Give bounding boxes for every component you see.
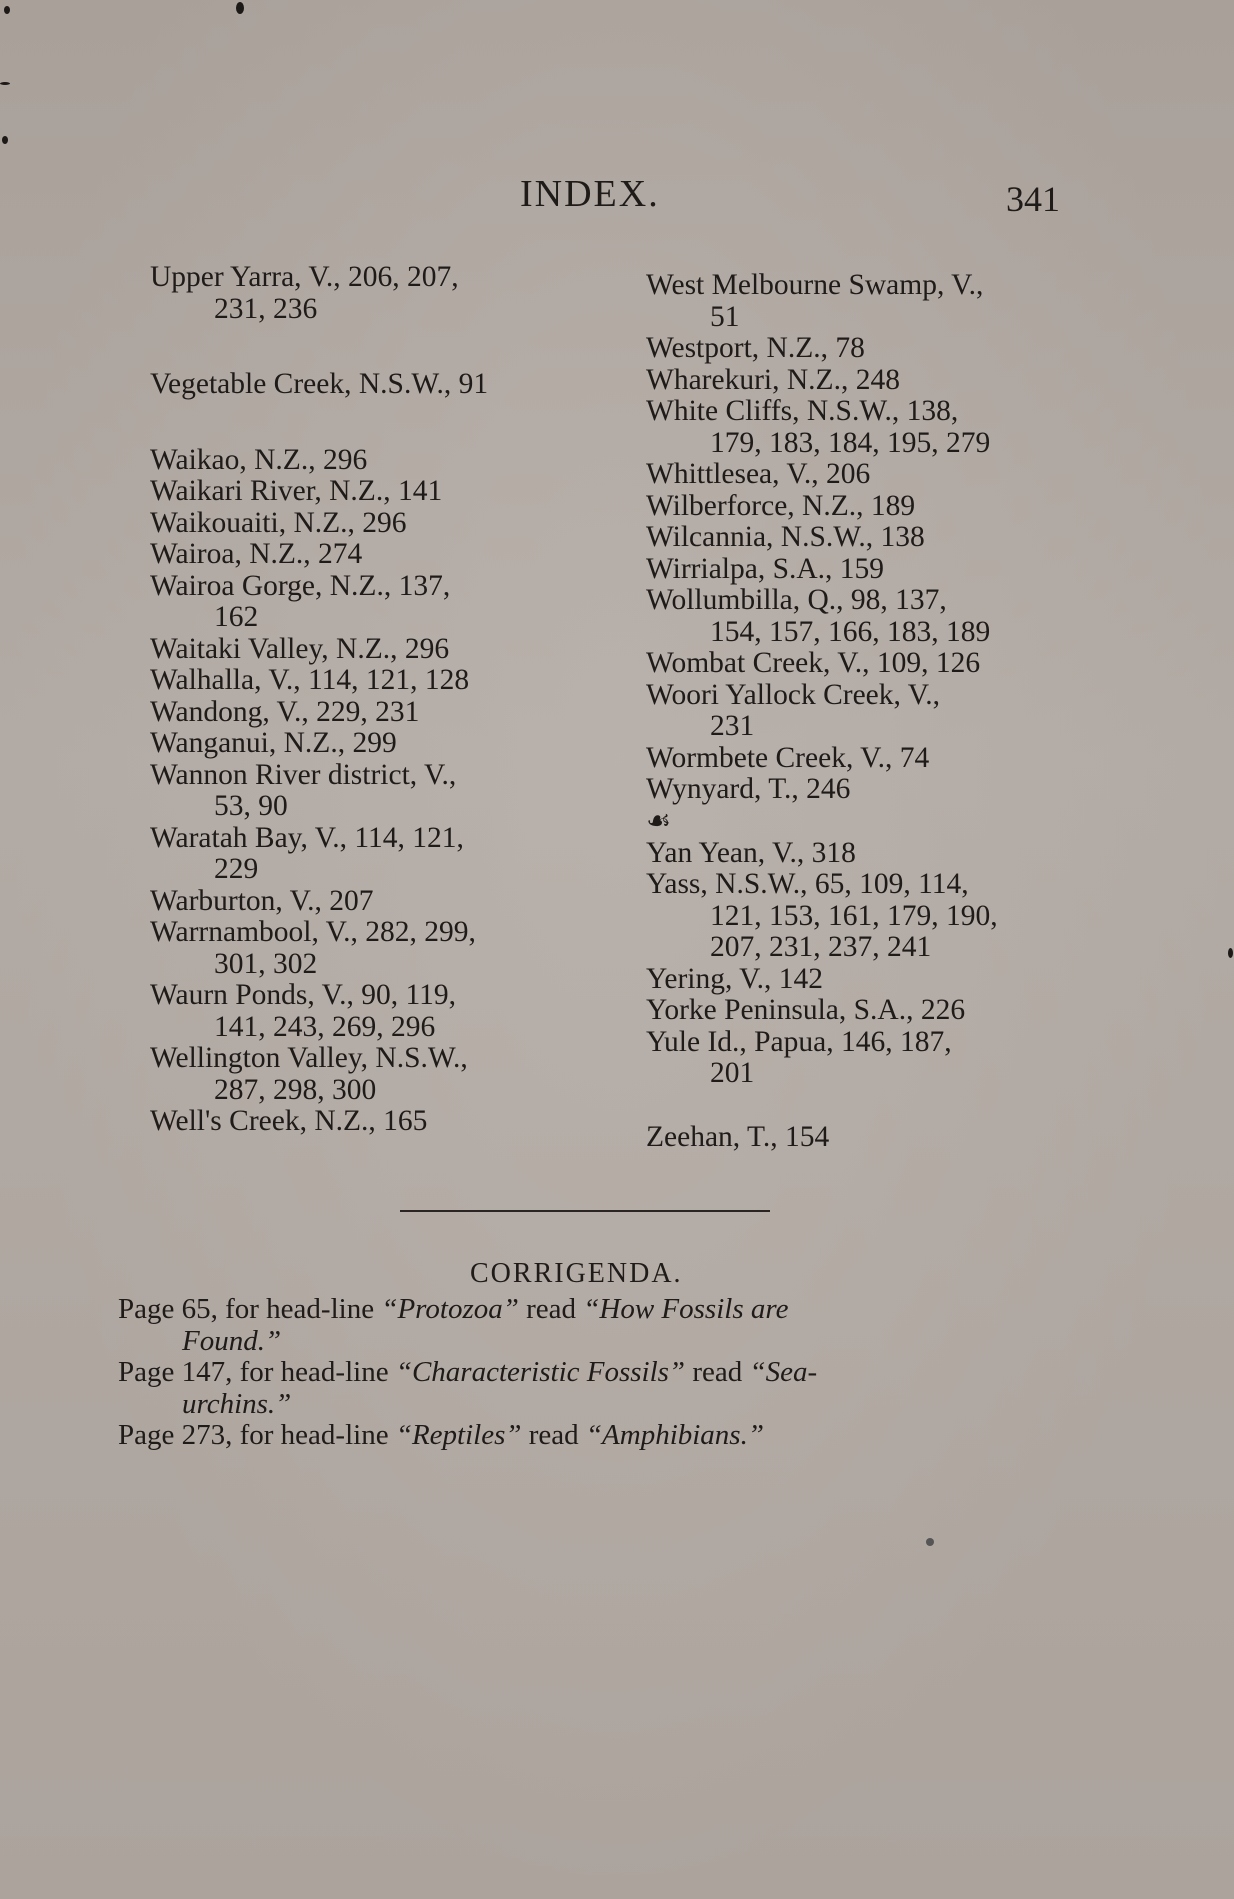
entry-text: Well's Creek, N.Z., 165 [150, 1105, 428, 1137]
entry-continuation: 121, 153, 161, 179, 190, [710, 899, 998, 932]
ink-speck [2, 136, 8, 144]
index-entry [150, 634, 590, 666]
entry-text: Waitaki Valley, N.Z., 296 [150, 632, 450, 665]
entry-text: Whittlesea, V., 206 [646, 458, 871, 490]
index-entry [150, 1106, 590, 1138]
corrigenda-prefix: Page 65, for head-line [118, 1293, 382, 1325]
corrigenda-old-heading: “Protozoa” [381, 1293, 519, 1325]
index-entry [646, 365, 1076, 397]
entry-text: Waikouaiti, N.Z., 296 [150, 506, 407, 539]
corrigenda-read: read [518, 1293, 584, 1325]
corrigenda-new-heading-cont: urchins.” [182, 1387, 292, 1420]
index-entry [646, 459, 1076, 491]
index-entry [150, 476, 590, 508]
index-entry [646, 995, 1076, 1027]
corrigenda-item [118, 1294, 1058, 1357]
index-entry [646, 648, 1076, 680]
ink-speck [4, 6, 10, 14]
page-header [0, 172, 1234, 222]
corrigenda-new-heading: “How Fossils are [583, 1293, 789, 1325]
entry-text: Zeehan, T., 154 [646, 1120, 830, 1153]
index-entry [150, 665, 590, 697]
entry-continuation: 231 [710, 710, 755, 742]
index-entry [150, 697, 590, 729]
entry-continuation: 162 [214, 601, 259, 633]
index-entry [150, 886, 590, 918]
page-number: 341 [1006, 179, 1060, 219]
entry-continuation: 287, 298, 300 [214, 1073, 377, 1106]
index-entry [646, 964, 1076, 996]
corrigenda-old-heading: “Reptiles” [395, 1419, 522, 1451]
corrigenda-prefix: Page 273, for head-line [118, 1419, 396, 1451]
entry-continuation: 53, 90 [214, 790, 288, 822]
entry-text: Warrnambool, V., 282, 299, [150, 916, 476, 948]
index-entry [150, 760, 590, 823]
ink-speck [926, 1538, 934, 1546]
entry-text: Yering, V., 142 [646, 962, 824, 995]
section-divider [400, 1210, 770, 1212]
corrigenda-new-heading-cont: Found.” [182, 1324, 282, 1357]
entry-continuation: 207, 231, 237, 241 [710, 931, 932, 963]
index-entry [646, 585, 1076, 648]
corrigenda-read: read [685, 1356, 750, 1388]
entry-text: Waikao, N.Z., 296 [150, 443, 368, 476]
entry-continuation: 201 [710, 1057, 755, 1089]
page-title: INDEX. [520, 173, 660, 215]
entry-text: Wilcannia, N.S.W., 138 [646, 521, 925, 553]
printers-ornament-icon: ☙ [646, 805, 672, 837]
entry-text: Wairoa Gorge, N.Z., 137, [150, 569, 451, 602]
index-entry [646, 333, 1076, 365]
index-entry [646, 1122, 1076, 1154]
corrigenda-new-heading: “Sea- [749, 1356, 818, 1388]
entry-text: Warburton, V., 207 [150, 884, 374, 917]
entry-text: Wellington Valley, N.S.W., [150, 1042, 468, 1074]
entry-text: Yan Yean, V., 318 [646, 836, 856, 869]
corrigenda-item [118, 1420, 1058, 1452]
entry-text: Wollumbilla, Q., 98, 137, [646, 584, 947, 616]
entry-text: Upper Yarra, V., 206, 207, [150, 261, 459, 293]
entry-text: Wanganui, N.Z., 299 [150, 727, 397, 759]
index-entry [150, 917, 590, 980]
corrigenda-title: CORRIGENDA. [470, 1258, 683, 1289]
corrigenda-prefix: Page 147, for head-line [118, 1356, 396, 1388]
entry-text: Woori Yallock Creek, V., [646, 678, 940, 711]
entry-text: Wandong, V., 229, 231 [150, 695, 420, 728]
entry-text: Westport, N.Z., 78 [646, 332, 865, 364]
entry-text: Wilberforce, N.Z., 189 [646, 489, 916, 522]
ink-speck [1228, 948, 1233, 958]
corrigenda-old-heading: “Characteristic Fossils” [395, 1356, 686, 1388]
entry-text: Wombat Creek, V., 109, 126 [646, 647, 981, 679]
entry-text: Wairoa, N.Z., 274 [150, 538, 363, 570]
entry-continuation: 154, 157, 166, 183, 189 [710, 615, 991, 648]
entry-text: Yule Id., Papua, 146, 187, [646, 1025, 952, 1058]
index-entry [646, 869, 1076, 964]
entry-text: Wirrialpa, S.A., 159 [646, 552, 885, 585]
index-entry [150, 369, 590, 401]
index-entry [646, 554, 1076, 586]
entry-text: Waurn Ponds, V., 90, 119, [150, 979, 457, 1011]
index-entry [150, 571, 590, 634]
letter-gap [150, 401, 590, 445]
entry-text: Waikari River, N.Z., 141 [150, 475, 443, 507]
entry-continuation: 51 [710, 300, 740, 333]
index-entry [150, 508, 590, 540]
index-entry [150, 445, 590, 477]
entry-text: West Melbourne Swamp, V., [646, 269, 984, 301]
index-entry [150, 980, 590, 1043]
index-entry [150, 539, 590, 571]
entry-text: Wynyard, T., 246 [646, 773, 851, 805]
entry-continuation: 231, 236 [214, 292, 318, 325]
entry-continuation: 301, 302 [214, 947, 318, 980]
index-entry [646, 838, 1076, 870]
index-entry [150, 728, 590, 760]
entry-text: Wormbete Creek, V., 74 [646, 741, 930, 774]
index-entry [646, 743, 1076, 775]
index-entry [150, 1043, 590, 1106]
entry-continuation: 229 [214, 853, 259, 885]
entry-text: White Cliffs, N.S.W., 138, [646, 395, 959, 427]
index-entry [150, 262, 590, 325]
index-entry [646, 270, 1076, 333]
index-entry [646, 1027, 1076, 1090]
entry-text: Yass, N.S.W., 65, 109, 114, [646, 868, 969, 900]
index-entry [646, 522, 1076, 554]
corrigenda-read: read [521, 1419, 586, 1451]
index-entry [646, 396, 1076, 459]
index-entry [646, 491, 1076, 523]
index-column-left [150, 262, 590, 1138]
ink-speck [0, 82, 10, 85]
index-column-right [646, 270, 1076, 1153]
entry-text: Yorke Peninsula, S.A., 226 [646, 994, 966, 1026]
ink-speck [236, 2, 244, 14]
entry-text: Walhalla, V., 114, 121, 128 [150, 664, 470, 696]
index-entry [646, 680, 1076, 743]
entry-continuation: 179, 183, 184, 195, 279 [710, 426, 991, 459]
letter-gap [150, 325, 590, 369]
entry-text: Wannon River district, V., [150, 758, 457, 791]
entry-text: Wharekuri, N.Z., 248 [646, 363, 900, 396]
entry-text: Waratah Bay, V., 114, 121, [150, 821, 464, 854]
index-entry [150, 823, 590, 886]
corrigenda-new-heading: “Amphibians.” [585, 1419, 764, 1451]
letter-gap [646, 1090, 1076, 1122]
index-entry [646, 774, 1076, 806]
entry-text: Vegetable Creek, N.S.W., 91 [150, 368, 489, 400]
corrigenda-item [118, 1357, 1058, 1420]
corrigenda-list [118, 1294, 1058, 1452]
entry-continuation: 141, 243, 269, 296 [214, 1010, 436, 1043]
